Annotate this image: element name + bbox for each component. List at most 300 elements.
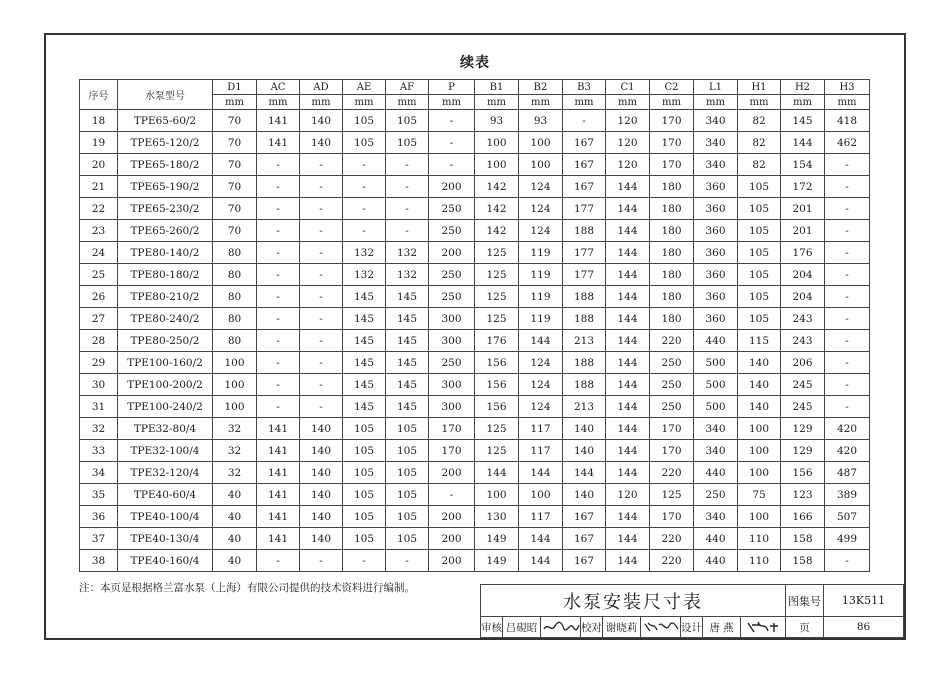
dimension-value: 360	[694, 242, 738, 264]
dimension-value: 80	[213, 286, 257, 308]
design-label: 设计	[681, 617, 703, 638]
dimension-value: 144	[606, 396, 650, 418]
dimension-value: 144	[781, 132, 825, 154]
dimension-value: 245	[781, 396, 825, 418]
dimension-value: 40	[213, 506, 257, 528]
dimension-value: 142	[475, 220, 519, 242]
dimension-value: 110	[738, 550, 781, 572]
dimension-value: 82	[738, 110, 781, 132]
pump-model: TPE32-80/4	[118, 418, 213, 440]
dimension-value: 144	[519, 330, 563, 352]
dimension-value: 32	[213, 462, 257, 484]
table-row	[80, 176, 870, 198]
header-col: AE	[343, 80, 386, 95]
dimension-value: -	[257, 352, 300, 374]
dimension-value: -	[257, 242, 300, 264]
pump-model: TPE65-190/2	[118, 176, 213, 198]
row-index: 34	[80, 462, 118, 484]
header-col: H3	[825, 80, 870, 95]
dimension-value: 140	[300, 418, 343, 440]
dimension-value: 40	[213, 528, 257, 550]
dimension-value: 141	[257, 418, 300, 440]
dimension-value: 204	[781, 286, 825, 308]
dimension-value: -	[825, 242, 870, 264]
row-index: 37	[80, 528, 118, 550]
dimension-value: 110	[738, 528, 781, 550]
dimension-value: 141	[257, 110, 300, 132]
dimension-value: 105	[738, 220, 781, 242]
dimension-value: 140	[300, 110, 343, 132]
header-model: 水泵型号	[118, 80, 213, 110]
table-row	[80, 330, 870, 352]
dimension-value: 140	[300, 528, 343, 550]
dimension-value: 124	[519, 396, 563, 418]
dimension-value: 125	[475, 264, 519, 286]
dimension-value: 200	[429, 176, 475, 198]
dimension-value: -	[300, 330, 343, 352]
dimension-value: 115	[738, 330, 781, 352]
dimension-value: -	[429, 132, 475, 154]
dimension-value: 144	[606, 220, 650, 242]
row-index: 32	[80, 418, 118, 440]
dimension-value: 340	[694, 418, 738, 440]
atlas-label: 图集号	[786, 585, 824, 617]
dimension-value: -	[343, 550, 386, 572]
dimension-value: -	[300, 374, 343, 396]
dimension-value: -	[300, 396, 343, 418]
unit-cell: mm	[825, 95, 870, 110]
dimension-value: 250	[429, 220, 475, 242]
dimension-value: 70	[213, 154, 257, 176]
dimension-value: 144	[475, 462, 519, 484]
dimension-value: 80	[213, 264, 257, 286]
dimension-value: 119	[519, 242, 563, 264]
dimension-value: -	[825, 154, 870, 176]
dimension-value: -	[343, 176, 386, 198]
dimension-value: -	[825, 374, 870, 396]
dimension-value: 220	[650, 550, 694, 572]
dimension-value: 180	[650, 242, 694, 264]
dimension-value: 141	[257, 484, 300, 506]
dimension-value: 40	[213, 484, 257, 506]
dimension-value: 176	[475, 330, 519, 352]
dimension-value: 132	[343, 264, 386, 286]
header-col: B3	[563, 80, 606, 95]
table-row	[80, 132, 870, 154]
dimension-value: 340	[694, 110, 738, 132]
pump-model: TPE40-60/4	[118, 484, 213, 506]
table-row	[80, 242, 870, 264]
dimension-value: 145	[386, 308, 429, 330]
dimension-value: 144	[606, 352, 650, 374]
table-title: 续表	[460, 55, 490, 71]
dimension-value: 145	[781, 110, 825, 132]
row-index: 27	[80, 308, 118, 330]
unit-cell: mm	[475, 95, 519, 110]
dimension-value: 418	[825, 110, 870, 132]
row-index: 30	[80, 374, 118, 396]
dimension-value: 132	[343, 242, 386, 264]
row-index: 19	[80, 132, 118, 154]
dimension-value: 145	[343, 308, 386, 330]
dimension-value: 250	[650, 374, 694, 396]
dimension-value: 105	[738, 242, 781, 264]
dimension-value: 440	[694, 550, 738, 572]
dimension-value: 105	[343, 440, 386, 462]
dimension-value: -	[257, 550, 300, 572]
dimension-value: 144	[519, 550, 563, 572]
dimension-value: 360	[694, 198, 738, 220]
dimension-value: 200	[429, 550, 475, 572]
dimension-value: 140	[563, 418, 606, 440]
dimension-value: 145	[343, 286, 386, 308]
dimension-value: 141	[257, 462, 300, 484]
dimension-value: 500	[694, 396, 738, 418]
table-row	[80, 506, 870, 528]
dimension-value: 120	[606, 110, 650, 132]
header-col: L1	[694, 80, 738, 95]
dimension-value: 105	[343, 506, 386, 528]
dimension-value: 144	[606, 286, 650, 308]
table-row	[80, 110, 870, 132]
unit-cell: mm	[781, 95, 825, 110]
dimension-value: 243	[781, 308, 825, 330]
dimension-value: 144	[606, 374, 650, 396]
pump-model: TPE80-250/2	[118, 330, 213, 352]
dimension-value: 100	[738, 418, 781, 440]
dimension-value: 93	[519, 110, 563, 132]
dimension-value: 100	[213, 396, 257, 418]
dimension-value: 125	[475, 286, 519, 308]
table-row	[80, 308, 870, 330]
dimension-value: 158	[781, 528, 825, 550]
dimension-value: -	[300, 154, 343, 176]
dimension-value: 125	[650, 484, 694, 506]
dimension-value: 144	[606, 528, 650, 550]
dimension-value: 250	[429, 198, 475, 220]
dimension-value: -	[257, 330, 300, 352]
dimension-value: 220	[650, 462, 694, 484]
unit-cell: mm	[429, 95, 475, 110]
dimension-value: -	[563, 110, 606, 132]
dimension-value: 180	[650, 176, 694, 198]
header-col: AC	[257, 80, 300, 95]
atlas-number: 13K511	[824, 585, 904, 617]
dimension-value: -	[300, 550, 343, 572]
dimension-value: 145	[343, 352, 386, 374]
pump-model: TPE100-200/2	[118, 374, 213, 396]
row-index: 24	[80, 242, 118, 264]
dimension-value: 420	[825, 440, 870, 462]
dimension-value: 145	[386, 286, 429, 308]
table-row	[80, 484, 870, 506]
dimension-value: 170	[650, 154, 694, 176]
header-col: P	[429, 80, 475, 95]
unit-cell: mm	[300, 95, 343, 110]
dimension-value: 140	[563, 484, 606, 506]
dimension-table	[79, 79, 870, 572]
dimension-value: 167	[563, 132, 606, 154]
row-index: 25	[80, 264, 118, 286]
dimension-value: 177	[563, 242, 606, 264]
dimension-value: 124	[519, 220, 563, 242]
dimension-value: 132	[386, 242, 429, 264]
dimension-value: 360	[694, 220, 738, 242]
dimension-value: 180	[650, 264, 694, 286]
table-row	[80, 462, 870, 484]
dimension-value: -	[257, 396, 300, 418]
dimension-value: 119	[519, 286, 563, 308]
dimension-value: 140	[300, 506, 343, 528]
unit-cell: mm	[606, 95, 650, 110]
dimension-value: 206	[781, 352, 825, 374]
dimension-value: 167	[563, 176, 606, 198]
dimension-value: 440	[694, 462, 738, 484]
dimension-value: 250	[429, 286, 475, 308]
table-row	[80, 352, 870, 374]
table-row	[80, 286, 870, 308]
dimension-value: 300	[429, 374, 475, 396]
dimension-value: 105	[343, 462, 386, 484]
dimension-value: -	[429, 484, 475, 506]
dimension-value: 167	[563, 528, 606, 550]
dimension-value: 100	[738, 462, 781, 484]
dimension-value: 200	[429, 462, 475, 484]
dimension-value: 105	[738, 264, 781, 286]
dimension-value: 105	[386, 462, 429, 484]
dimension-value: 105	[386, 484, 429, 506]
dimension-value: 70	[213, 176, 257, 198]
dimension-value: 105	[738, 198, 781, 220]
dimension-value: 440	[694, 330, 738, 352]
dimension-value: 144	[606, 506, 650, 528]
dimension-value: 440	[694, 528, 738, 550]
dimension-value: 100	[475, 484, 519, 506]
reviewer-name: 吕硯昭	[503, 617, 541, 638]
dimension-value: 158	[781, 550, 825, 572]
dimension-value: -	[300, 308, 343, 330]
pump-model: TPE65-180/2	[118, 154, 213, 176]
dimension-value: -	[257, 198, 300, 220]
dimension-value: 188	[563, 220, 606, 242]
dimension-value: -	[343, 154, 386, 176]
dimension-value: 120	[606, 484, 650, 506]
dimension-value: 75	[738, 484, 781, 506]
dimension-value: 144	[606, 308, 650, 330]
dimension-value: 177	[563, 264, 606, 286]
dimension-value: 141	[257, 132, 300, 154]
header-col: AF	[386, 80, 429, 95]
dimension-value: 70	[213, 220, 257, 242]
dimension-value: -	[257, 308, 300, 330]
dimension-value: 156	[475, 352, 519, 374]
row-index: 20	[80, 154, 118, 176]
dimension-value: -	[825, 176, 870, 198]
dimension-value: 80	[213, 308, 257, 330]
unit-cell: mm	[386, 95, 429, 110]
dimension-value: 141	[257, 506, 300, 528]
pump-model: TPE65-120/2	[118, 132, 213, 154]
pump-model: TPE80-240/2	[118, 308, 213, 330]
dimension-value: 188	[563, 286, 606, 308]
dimension-value: -	[429, 154, 475, 176]
dimension-value: 117	[519, 506, 563, 528]
dimension-value: 156	[475, 396, 519, 418]
dimension-value: 145	[386, 374, 429, 396]
dimension-value: 201	[781, 220, 825, 242]
dimension-value: 144	[606, 440, 650, 462]
dimension-value: 105	[386, 440, 429, 462]
table-row	[80, 374, 870, 396]
dimension-value: 487	[825, 462, 870, 484]
dimension-value: 156	[781, 462, 825, 484]
dimension-value: 170	[650, 132, 694, 154]
dimension-value: 462	[825, 132, 870, 154]
checker-name: 谢晓莉	[603, 617, 641, 638]
dimension-value: 105	[738, 176, 781, 198]
reviewer-signature	[541, 617, 581, 638]
header-index: 序号	[80, 80, 118, 110]
dimension-value: 100	[519, 132, 563, 154]
dimension-value: 360	[694, 308, 738, 330]
page-number: 86	[824, 617, 904, 638]
dimension-value: 144	[606, 198, 650, 220]
dimension-value: 167	[563, 550, 606, 572]
dimension-value: -	[300, 220, 343, 242]
dimension-value: -	[386, 154, 429, 176]
dimension-value: 100	[475, 132, 519, 154]
dimension-value: -	[343, 198, 386, 220]
header-col: B1	[475, 80, 519, 95]
dimension-value: 105	[386, 528, 429, 550]
dimension-value: -	[825, 220, 870, 242]
row-index: 26	[80, 286, 118, 308]
dimension-value: 154	[781, 154, 825, 176]
dimension-value: 105	[386, 418, 429, 440]
unit-cell: mm	[213, 95, 257, 110]
dimension-value: -	[343, 220, 386, 242]
dimension-value: 125	[475, 308, 519, 330]
dimension-value: 499	[825, 528, 870, 550]
dimension-value: -	[386, 550, 429, 572]
review-label: 审核	[481, 617, 503, 638]
dimension-value: 129	[781, 440, 825, 462]
dimension-value: 124	[519, 374, 563, 396]
dimension-value: 250	[694, 484, 738, 506]
dimension-value: -	[825, 396, 870, 418]
table-row	[80, 154, 870, 176]
dimension-value: 170	[650, 418, 694, 440]
dimension-value: -	[386, 198, 429, 220]
dimension-value: 144	[606, 330, 650, 352]
dimension-value: 100	[213, 352, 257, 374]
dimension-value: 167	[563, 506, 606, 528]
dimension-value: -	[386, 176, 429, 198]
header-col: H2	[781, 80, 825, 95]
pump-model: TPE80-180/2	[118, 264, 213, 286]
pump-model: TPE32-120/4	[118, 462, 213, 484]
dimension-value: 300	[429, 396, 475, 418]
dimension-value: 220	[650, 330, 694, 352]
dimension-value: 119	[519, 264, 563, 286]
dimension-value: 500	[694, 374, 738, 396]
dimension-value: 130	[475, 506, 519, 528]
dimension-value: 145	[343, 374, 386, 396]
pump-model: TPE32-100/4	[118, 440, 213, 462]
table-row	[80, 198, 870, 220]
dimension-value: 180	[650, 198, 694, 220]
dimension-value: -	[300, 264, 343, 286]
row-index: 31	[80, 396, 118, 418]
row-index: 23	[80, 220, 118, 242]
dimension-value: 149	[475, 528, 519, 550]
dimension-value: -	[257, 286, 300, 308]
dimension-value: 170	[650, 506, 694, 528]
dimension-value: 149	[475, 550, 519, 572]
unit-cell: mm	[563, 95, 606, 110]
dimension-value: 170	[429, 440, 475, 462]
dimension-value: 340	[694, 154, 738, 176]
dimension-value: 105	[386, 506, 429, 528]
dimension-value: 200	[429, 242, 475, 264]
pump-model: TPE100-240/2	[118, 396, 213, 418]
dimension-value: 300	[429, 330, 475, 352]
dimension-value: 360	[694, 264, 738, 286]
dimension-value: 144	[606, 550, 650, 572]
pump-model: TPE65-60/2	[118, 110, 213, 132]
unit-cell: mm	[519, 95, 563, 110]
dimension-value: 117	[519, 418, 563, 440]
dimension-value: 170	[429, 418, 475, 440]
dimension-value: 105	[386, 110, 429, 132]
dimension-value: 213	[563, 330, 606, 352]
dimension-value: 144	[606, 462, 650, 484]
dimension-value: -	[300, 198, 343, 220]
dimension-value: 105	[343, 528, 386, 550]
pump-model: TPE40-100/4	[118, 506, 213, 528]
dimension-value: -	[825, 308, 870, 330]
dimension-value: 140	[738, 374, 781, 396]
row-index: 35	[80, 484, 118, 506]
unit-cell: mm	[738, 95, 781, 110]
dimension-value: 70	[213, 132, 257, 154]
dimension-value: 93	[475, 110, 519, 132]
drawing-title: 水泵安装尺寸表	[481, 585, 786, 617]
dimension-value: 80	[213, 330, 257, 352]
dimension-value: 177	[563, 198, 606, 220]
dimension-value: 144	[519, 462, 563, 484]
dimension-value: 140	[563, 440, 606, 462]
dimension-value: 123	[781, 484, 825, 506]
dimension-value: 201	[781, 198, 825, 220]
checker-signature	[641, 617, 681, 638]
dimension-value: 243	[781, 330, 825, 352]
row-index: 33	[80, 440, 118, 462]
dimension-value: 142	[475, 176, 519, 198]
dimension-value: 144	[606, 264, 650, 286]
dimension-value: 213	[563, 396, 606, 418]
unit-cell: mm	[343, 95, 386, 110]
dimension-value: -	[300, 242, 343, 264]
dimension-value: 340	[694, 132, 738, 154]
dimension-value: 142	[475, 198, 519, 220]
dimension-value: 420	[825, 418, 870, 440]
unit-cell: mm	[694, 95, 738, 110]
pump-model: TPE80-140/2	[118, 242, 213, 264]
table-row	[80, 264, 870, 286]
table-row	[80, 440, 870, 462]
unit-cell: mm	[650, 95, 694, 110]
